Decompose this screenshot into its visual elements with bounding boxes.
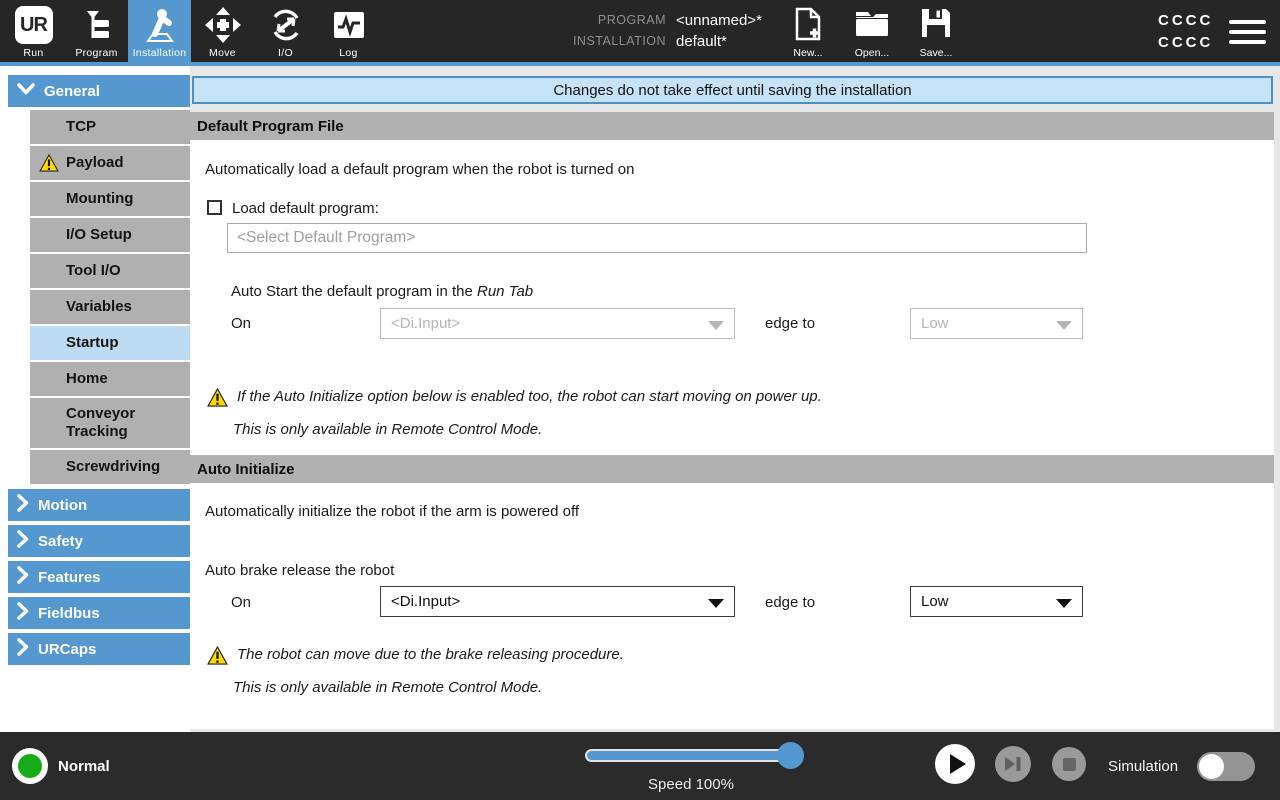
auto-initialize-intro: Automatically initialize the robot if the arm is powered off (205, 503, 580, 520)
brake-input-dropdown[interactable]: <Di.Input> (380, 586, 735, 617)
dropdown-arrow-icon (1056, 599, 1072, 608)
robot-status-light (12, 748, 48, 784)
sidebar-item-conveyor-tracking[interactable]: Conveyor Tracking (30, 398, 190, 448)
installation-label: INSTALLATION (572, 34, 666, 48)
load-default-program-label: Load default program: (232, 200, 379, 217)
chevron-right-icon (17, 566, 29, 589)
file-actions (783, 6, 961, 60)
robot-arm-icon (141, 4, 179, 46)
sidebar-item-tcp[interactable]: TCP (30, 110, 190, 144)
autostart-warning: If the Auto Initialize option below is enabled too, the robot can start moving on power up. (207, 388, 822, 412)
autostart-on-label: On (231, 315, 252, 332)
top-bar (0, 0, 1280, 62)
sidebar-section-fieldbus[interactable]: Fieldbus (8, 597, 190, 629)
brake-warning-line2: This is only available in Remote Control Mode. (233, 679, 543, 696)
installation-name: default* (676, 33, 727, 50)
tab-program-label: Program (75, 47, 118, 59)
play-button[interactable] (935, 744, 975, 784)
sidebar-section-general[interactable] (8, 75, 190, 107)
brake-release-label: Auto brake release the robot (205, 562, 395, 579)
save-floppy-icon (919, 6, 953, 45)
corner-logo: CCCC CCCC (1158, 12, 1214, 51)
warning-icon (207, 388, 228, 412)
tab-log[interactable] (317, 0, 380, 62)
chevron-right-icon (17, 638, 29, 661)
brake-edge-dropdown[interactable]: Low (910, 586, 1083, 617)
chevron-right-icon (17, 602, 29, 625)
warning-icon (39, 154, 59, 172)
file-status (566, 11, 762, 51)
installation-sidebar (0, 66, 190, 732)
tab-log-label: Log (339, 47, 358, 59)
speed-label: Speed 100% (648, 776, 734, 793)
warning-icon (207, 646, 228, 670)
unsaved-changes-banner: Changes do not take effect until saving the installation (192, 76, 1273, 104)
body-area (0, 66, 1280, 732)
step-icon (1004, 756, 1022, 772)
autostart-edge-label: edge to (765, 315, 816, 332)
program-tree-icon (79, 4, 115, 46)
brake-warning: The robot can move due to the brake releasing procedure. (207, 646, 624, 670)
open-button[interactable] (847, 6, 897, 60)
sidebar-item-io-setup[interactable]: I/O Setup (30, 218, 190, 252)
tab-installation[interactable] (128, 0, 191, 62)
speed-slider-track[interactable] (585, 749, 797, 762)
new-file-icon (793, 6, 823, 47)
autostart-edge-dropdown: Low (910, 308, 1083, 339)
tab-io-label: I/O (278, 47, 293, 59)
chevron-right-icon (17, 530, 29, 553)
step-button[interactable] (995, 746, 1031, 782)
sidebar-item-variables[interactable]: Variables (30, 290, 190, 324)
tab-installation-label: Installation (132, 47, 187, 59)
default-program-select[interactable]: <Select Default Program> (227, 223, 1087, 253)
move-arrows-icon (204, 4, 242, 46)
tab-io[interactable] (254, 0, 317, 62)
program-label: PROGRAM (597, 13, 666, 27)
default-program-intro: Automatically load a default program when the robot is turned on (205, 161, 635, 178)
brake-on-label: On (231, 594, 252, 611)
new-button[interactable] (783, 6, 833, 60)
tab-move-label: Move (209, 47, 236, 59)
main-tabs (2, 0, 380, 62)
save-button[interactable] (911, 6, 961, 60)
section-header-default-program: Default Program File (190, 112, 1274, 140)
brake-edge-label: edge to (765, 594, 816, 611)
speed-slider-knob[interactable] (777, 742, 804, 769)
program-name: <unnamed>* (676, 12, 762, 29)
play-icon (950, 754, 966, 774)
tab-move[interactable] (191, 0, 254, 62)
sidebar-section-motion[interactable]: Motion (8, 489, 190, 521)
open-folder-icon (853, 6, 891, 45)
stop-icon (1063, 758, 1076, 771)
io-circular-arrows-icon (267, 4, 305, 46)
collapsed-sections (0, 489, 190, 665)
sidebar-section-safety[interactable]: Safety (8, 525, 190, 557)
sidebar-section-general-label: General (44, 82, 100, 100)
dropdown-arrow-icon (708, 599, 724, 608)
sidebar-section-features[interactable]: Features (8, 561, 190, 593)
sidebar-item-startup[interactable]: Startup (30, 326, 190, 360)
save-button-label: Save... (919, 47, 953, 59)
open-button-label: Open... (854, 47, 890, 59)
autostart-label: Auto Start the default program in the Run Tab (231, 283, 534, 300)
stop-button[interactable] (1052, 747, 1086, 781)
new-button-label: New... (793, 47, 823, 59)
robot-status-text: Normal (58, 757, 110, 775)
dropdown-arrow-icon (708, 321, 724, 330)
section-header-auto-initialize: Auto Initialize (190, 455, 1274, 483)
load-default-program-checkbox[interactable] (207, 200, 222, 215)
chevron-down-icon (17, 82, 35, 100)
autostart-input-dropdown: <Di.Input> (380, 308, 735, 339)
hamburger-menu-icon[interactable] (1229, 20, 1266, 44)
sidebar-item-screwdriving[interactable]: Screwdriving (30, 450, 190, 484)
sidebar-item-payload[interactable]: Payload (30, 146, 190, 180)
sidebar-section-urcaps[interactable]: URCaps (8, 633, 190, 665)
autostart-warning-line2: This is only available in Remote Control Mode. (233, 421, 543, 438)
tab-program[interactable] (65, 0, 128, 62)
sidebar-item-mounting[interactable]: Mounting (30, 182, 190, 216)
log-chart-icon (331, 4, 367, 46)
settings-panel (190, 112, 1274, 729)
dropdown-arrow-icon (1056, 321, 1072, 330)
toggle-knob (1199, 754, 1224, 779)
bottom-bar (0, 732, 1280, 800)
chevron-right-icon (17, 494, 29, 517)
tab-run[interactable] (2, 0, 65, 62)
tab-run-label: Run (23, 47, 44, 59)
sidebar-item-home[interactable]: Home (30, 362, 190, 396)
startup-settings-content (190, 66, 1274, 732)
simulation-toggle[interactable] (1197, 752, 1255, 781)
sidebar-item-tool-io[interactable]: Tool I/O (30, 254, 190, 288)
ur-logo-icon: UR (15, 4, 53, 46)
simulation-label: Simulation (1108, 757, 1179, 775)
